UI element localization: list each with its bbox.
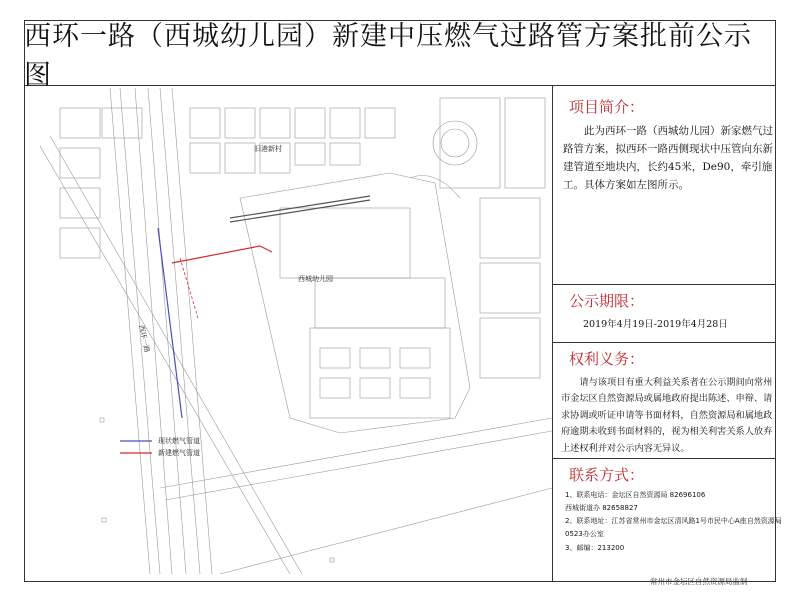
- divider-3: [553, 458, 776, 459]
- contact-line-4: 0523办公室: [565, 530, 604, 538]
- contact-line-2: 西城街道办 82658827: [565, 504, 638, 512]
- info-panel: [552, 86, 782, 582]
- period-text: 2019年4月19日-2019年4月28日: [583, 319, 728, 330]
- intro-heading: 项目简介：: [569, 98, 645, 116]
- legend-new-pipe: 新建燃气管道: [158, 449, 200, 457]
- map-label-road: 西环一路: [137, 324, 151, 354]
- map-label-kindergarten: 西城幼儿园: [298, 275, 333, 283]
- existing-gas-pipe: [158, 228, 182, 418]
- rights-text: 请与该项目有重大利益关系者在公示期间向常州市金坛区自然资源局或属地政府提出陈述、申辩、请求协调或听证申请等书面材料，自然资源局和属地政府逾期未收到书面材料的，视为相关利害关系人放弃上述权利并对公示内容无异议。: [561, 377, 773, 454]
- divider-2: [553, 342, 776, 343]
- page-title: 西环一路（西城幼儿园）新建中压燃气过路管方案批前公示图: [24, 20, 752, 91]
- contact-line-5: 3、邮编：213200: [565, 544, 625, 552]
- site-map: [40, 88, 552, 574]
- contact-line-1: 1、联系电话：金坛区自然资源局 82696106: [565, 491, 706, 499]
- period-heading: 公示期限：: [569, 292, 645, 310]
- new-gas-pipe: [172, 246, 272, 263]
- contact-line-3: 2、联系地址：江苏省常州市金坛区清风路1号市民中心A座自然资源局: [565, 517, 782, 525]
- contact-heading: 联系方式：: [569, 466, 645, 484]
- rights-heading: 权利义务：: [569, 350, 645, 368]
- intro-text: 此为西环一路（西城幼儿园）新家燃气过路管方案，拟西环一路西侧现状中压管向东新建管道至地块内，长约45米，De90，牵引施工。具体方案如左图所示。: [563, 125, 773, 191]
- title-bar: [24, 20, 776, 91]
- site-map-drawing: [40, 88, 552, 574]
- map-label-village: 旧港新村: [254, 145, 282, 153]
- footer-issuer: 常州市金坛区自然资源局监制: [650, 577, 748, 586]
- divider-1: [553, 284, 776, 285]
- legend-existing-pipe: 现状燃气管道: [158, 437, 200, 445]
